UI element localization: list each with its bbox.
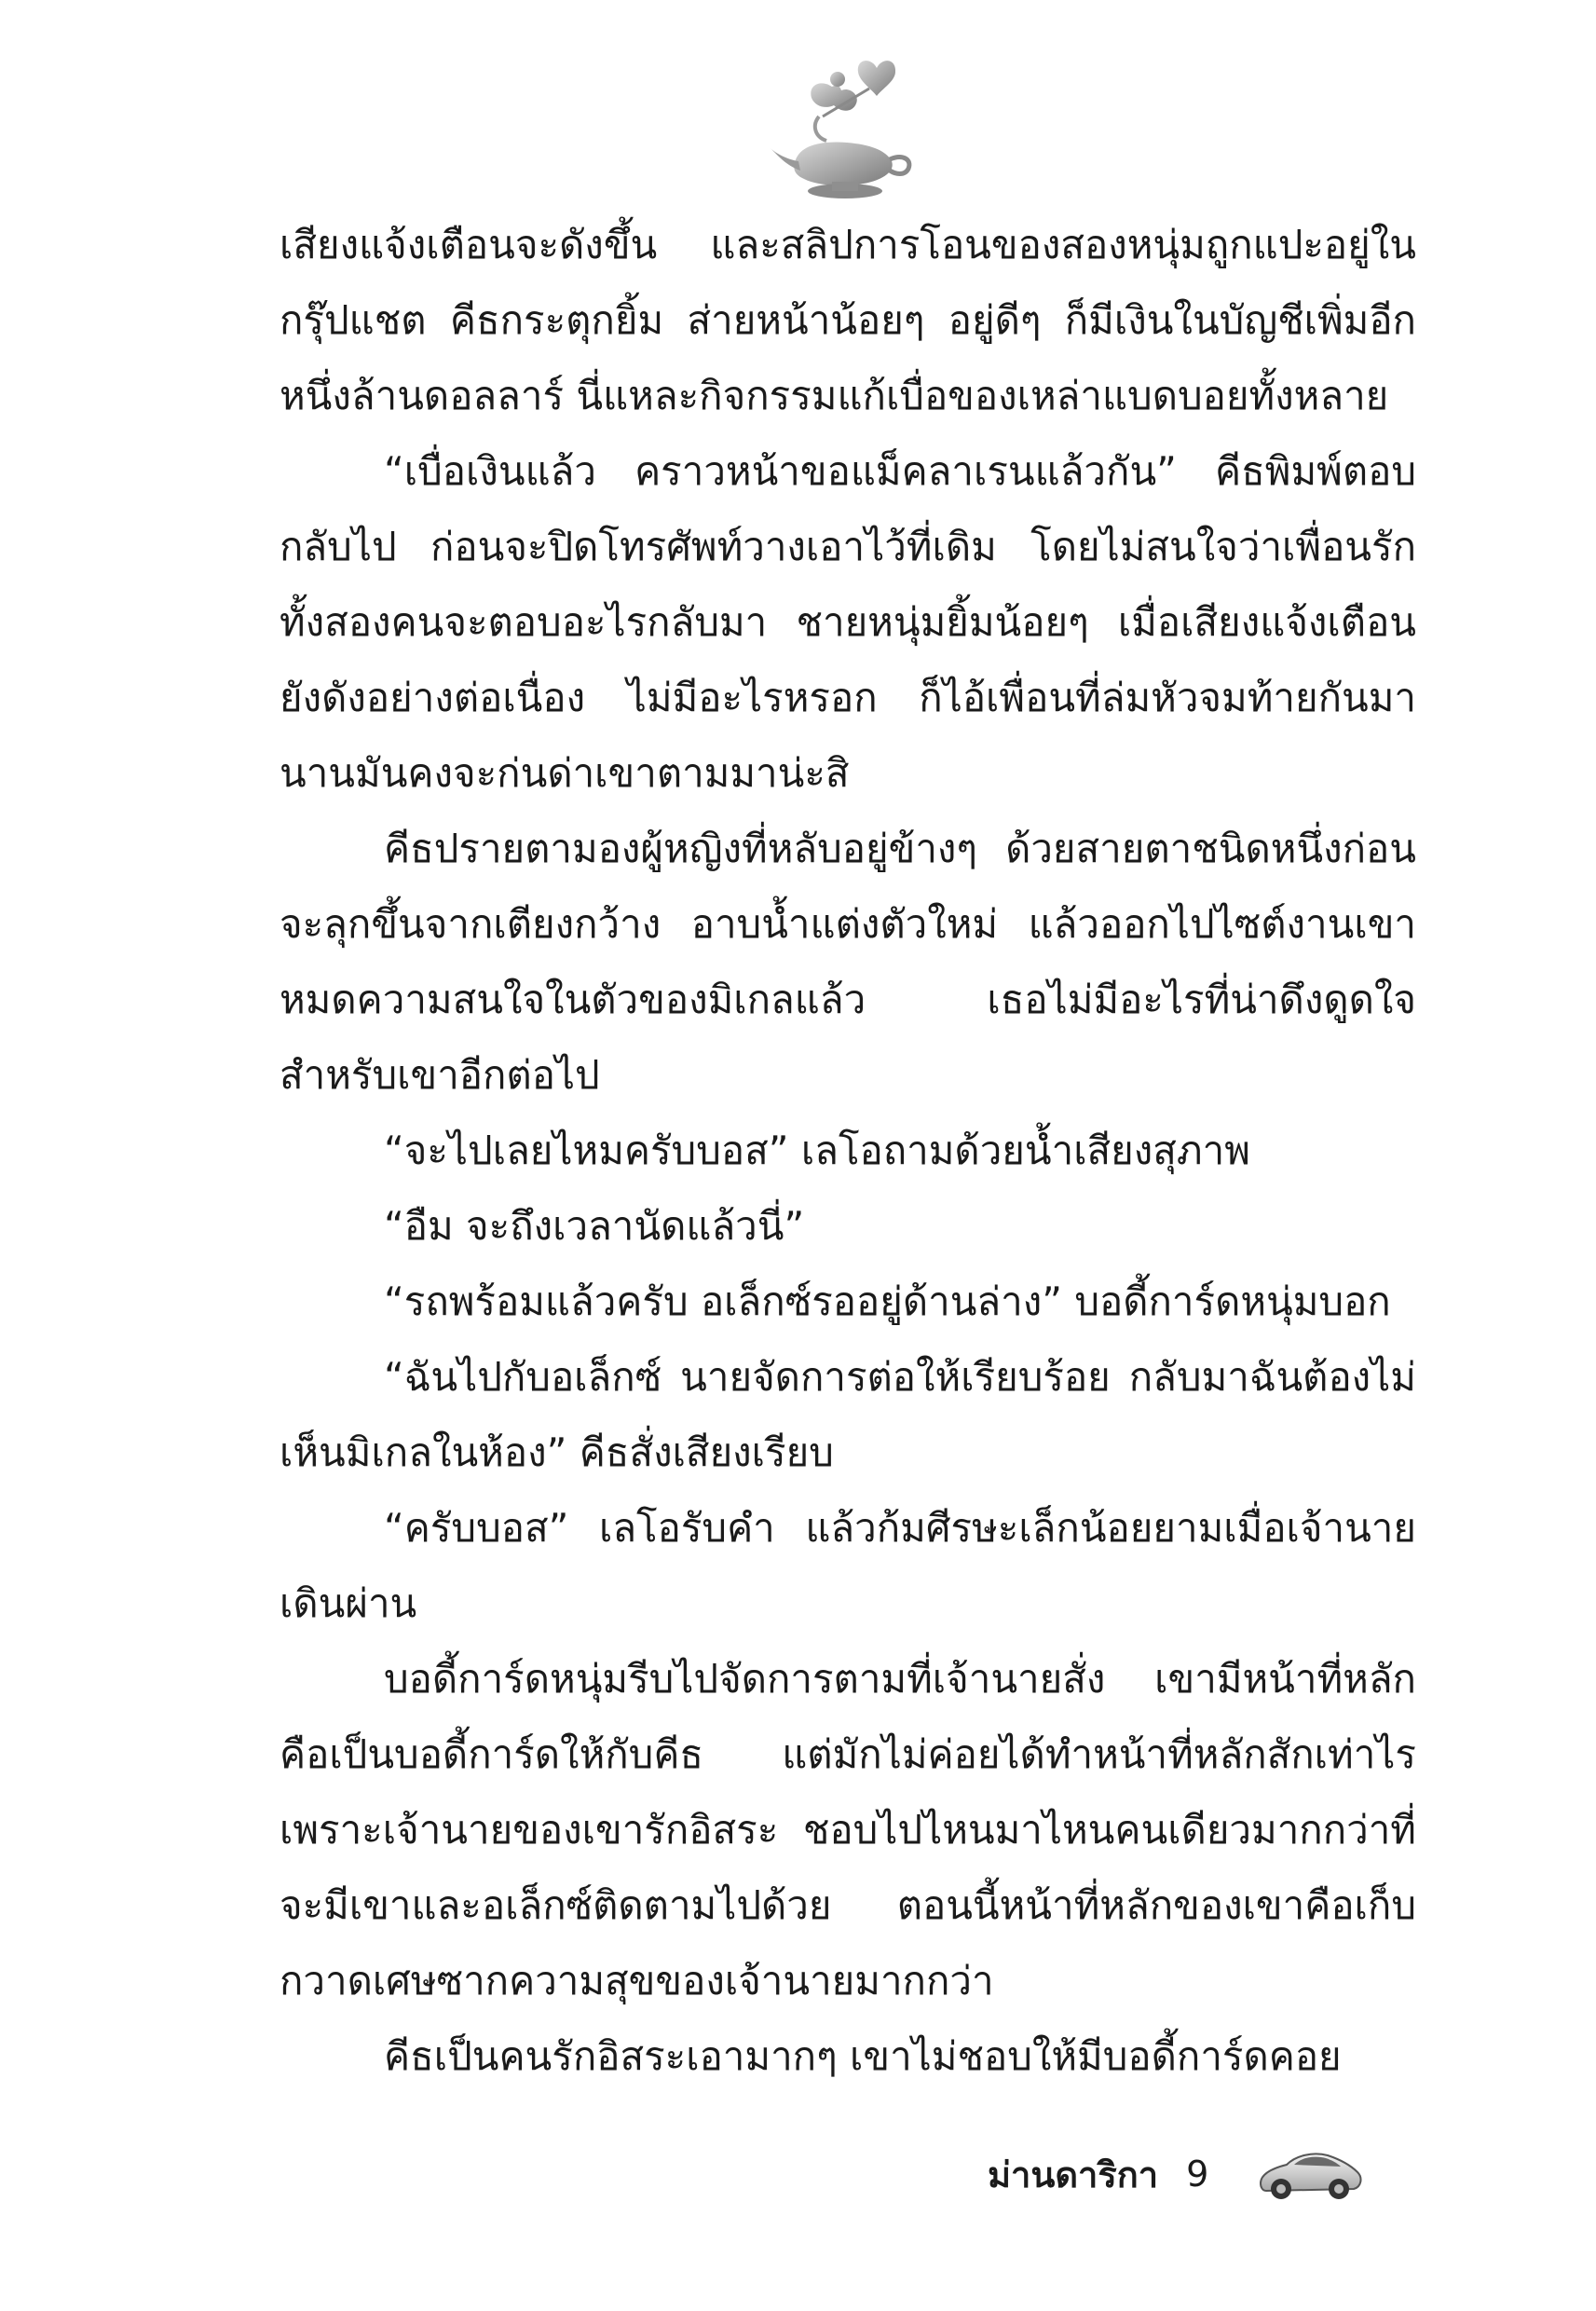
sports-car-icon [1253, 2137, 1365, 2211]
paragraph: คีธเป็นคนรักอิสระเอามากๆ เขาไม่ชอบให้มีบอดี้การ์ดคอย [384, 2033, 1342, 2079]
book-title: ม่านดาริกา [988, 2154, 1159, 2195]
paragraph: “รถพร้อมแล้วครับ อเล็กซ์รออยู่ด้านล่าง” บอดี้การ์ดหนุ่มบอก [384, 1279, 1391, 1324]
paragraph: “เบื่อเงินแล้ว คราวหน้าขอแม็คลาเรนแล้วกัน” คีธพิมพ์ตอบกลับไป ก่อนจะปิดโทรศัพท์วางเอาไว้ที่เดิม โดยไม่สนใจว่าเพื่อนรักทั้งสองคนจะตอบอะไรกลับมา ชายหนุ่มยิ้มน้อยๆ เมื่อเสียงแจ้งเตือนยังดังอย่างต่อเนื่อง ไม่มีอะไรหรอก ก็ไอ้เพื่อนที่ล่มหัวจมท้ายกันมานานมันคงจะก่นด่าเขาตามมาน่ะสิ [280, 448, 1416, 796]
paragraph: บอดี้การ์ดหนุ่มรีบไปจัดการตามที่เจ้านายสั่ง เขามีหน้าที่หลักคือเป็นบอดี้การ์ดให้กับคีธ แต่มักไม่ค่อยได้ทำหน้าที่หลักสักเท่าไรเพราะเจ้านายของเขารักอิสระ ชอบไปไหนมาไหนคนเดียวมากกว่าที่จะมีเขาและอเล็กซ์ติดตามไปด้วย ตอนนี้หน้าที่หลักของเขาคือเก็บกวาดเศษซากความสุขของเจ้านายมากกว่า [280, 1656, 1416, 2003]
paragraph: คีธปรายตามองผู้หญิงที่หลับอยู่ข้างๆ ด้วยสายตาชนิดหนึ่งก่อนจะลุกขึ้นจากเตียงกว้าง อาบน้ำแต่งตัวใหม่ แล้วออกไปไซต์งานเขาหมดความสนใจในตัวของมิเกลแล้ว เธอไม่มีอะไรที่น่าดึงดูดใจสำหรับเขาอีกต่อไป [280, 826, 1416, 1098]
page-footer [988, 2132, 1365, 2216]
paragraph: “อืม จะถึงเวลานัดแล้วนี่” [384, 1203, 805, 1249]
paragraph: เสียงแจ้งเตือนจะดังขึ้น และสลิปการโอนของสองหนุ่มถูกแปะอยู่ในกรุ๊ปแชต คีธกระตุกยิ้ม ส่ายหน้าน้อยๆ อยู่ดีๆ ก็มีเงินในบัญชีเพิ่มอีกหนึ่งล้านดอลลาร์ นี่แหละกิจกรรมแก้เบื่อของเหล่าแบดบอยทั้งหลาย [280, 222, 1416, 418]
paragraph: “จะไปเลยไหมครับบอส” เลโอถามด้วยน้ำเสียงสุภาพ [384, 1128, 1250, 1173]
paragraph: “ครับบอส” เลโอรับคำ แล้วก้มศีรษะเล็กน้อยยามเมื่อเจ้านายเดินผ่าน [280, 1505, 1416, 1626]
cupid-teapot-icon [767, 51, 916, 205]
body-text [280, 207, 1416, 2094]
page-number: 9 [1186, 2154, 1209, 2195]
paragraph: “ฉันไปกับอเล็กซ์ นายจัดการต่อให้เรียบร้อย กลับมาฉันต้องไม่เห็นมิเกลในห้อง” คีธสั่งเสียงเรียบ [280, 1354, 1416, 1475]
